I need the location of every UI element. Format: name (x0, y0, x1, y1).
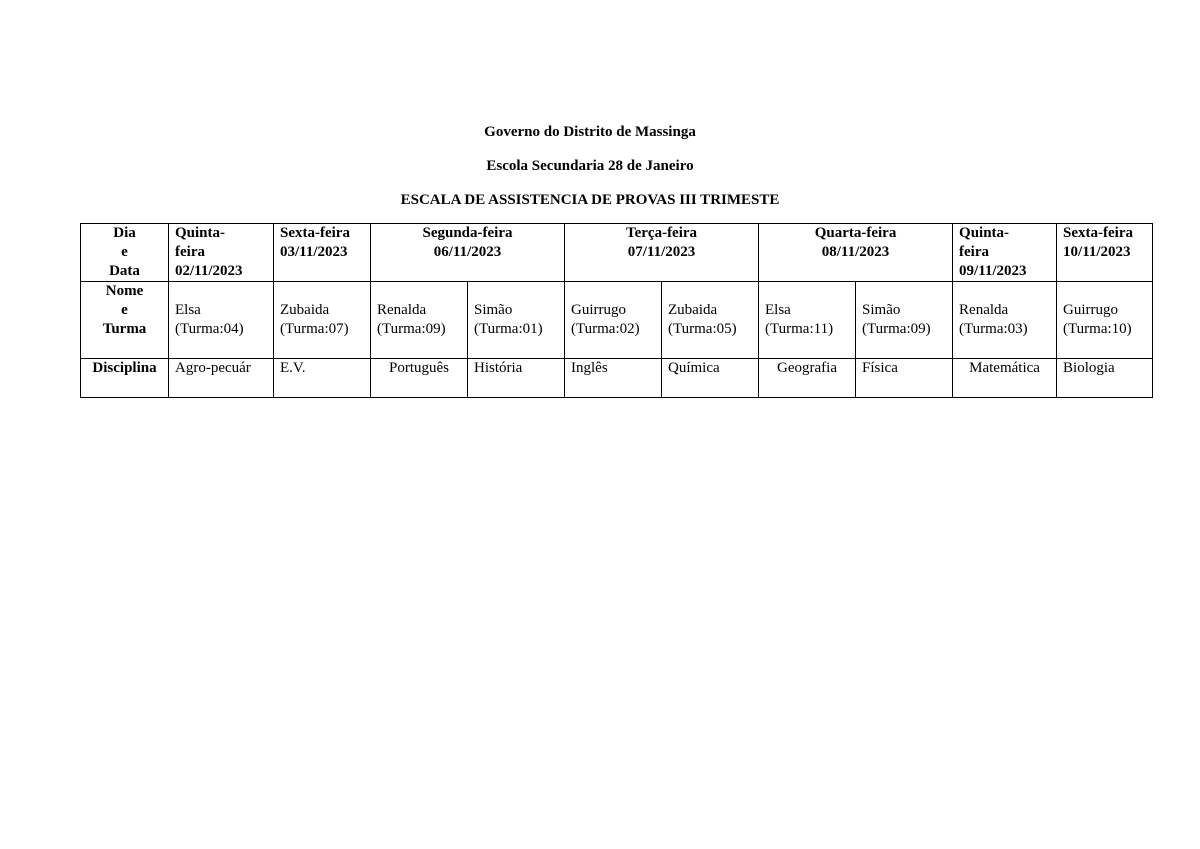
name-row (81, 282, 1153, 359)
assignee-cell: Zubaida (Turma:07) (274, 282, 371, 359)
discipline-cell: Geografia (759, 359, 856, 398)
day-header: Terça-feira 07/11/2023 (565, 224, 759, 282)
day-header: Quinta- feira 09/11/2023 (953, 224, 1057, 282)
day-header: Quinta- feira 02/11/2023 (169, 224, 274, 282)
assignee-cell: Elsa (Turma:04) (169, 282, 274, 359)
assignee-cell: Guirrugo (Turma:10) (1057, 282, 1153, 359)
exam-schedule-table (80, 223, 1153, 398)
day-header: Quarta-feira 08/11/2023 (759, 224, 953, 282)
discipline-cell: Química (662, 359, 759, 398)
day-header: Sexta-feira 10/11/2023 (1057, 224, 1153, 282)
discipline-cell: Física (856, 359, 953, 398)
assignee-cell: Guirrugo (Turma:02) (565, 282, 662, 359)
discipline-cell: Matemática (953, 359, 1057, 398)
assignee-cell: Renalda (Turma:03) (953, 282, 1057, 359)
assignee-cell: Renalda (Turma:09) (371, 282, 468, 359)
document-title: Governo do Distrito de Massinga (484, 124, 696, 140)
discipline-cell: Biologia (1057, 359, 1153, 398)
day-header: Segunda-feira 06/11/2023 (371, 224, 565, 282)
discipline-cell: E.V. (274, 359, 371, 398)
date-row (81, 224, 1153, 282)
schedule-title: ESCALA DE ASSISTENCIA DE PROVAS III TRIMESTE (400, 192, 780, 208)
assignee-cell: Elsa (Turma:11) (759, 282, 856, 359)
discipline-cell: Português (371, 359, 468, 398)
assignee-cell: Simão (Turma:09) (856, 282, 953, 359)
school-name: Escola Secundaria 28 de Janeiro (486, 158, 694, 174)
name-row-label: Nome e Turma (81, 282, 169, 359)
assignee-cell: Simão (Turma:01) (468, 282, 565, 359)
discipline-cell: História (468, 359, 565, 398)
assignee-cell: Zubaida (Turma:05) (662, 282, 759, 359)
discipline-row-label: Disciplina (81, 359, 169, 398)
discipline-cell: Agro-pecuár (169, 359, 274, 398)
day-header: Sexta-feira 03/11/2023 (274, 224, 371, 282)
discipline-row (81, 359, 1153, 398)
discipline-cell: Inglês (565, 359, 662, 398)
date-row-label: Dia e Data (81, 224, 169, 282)
